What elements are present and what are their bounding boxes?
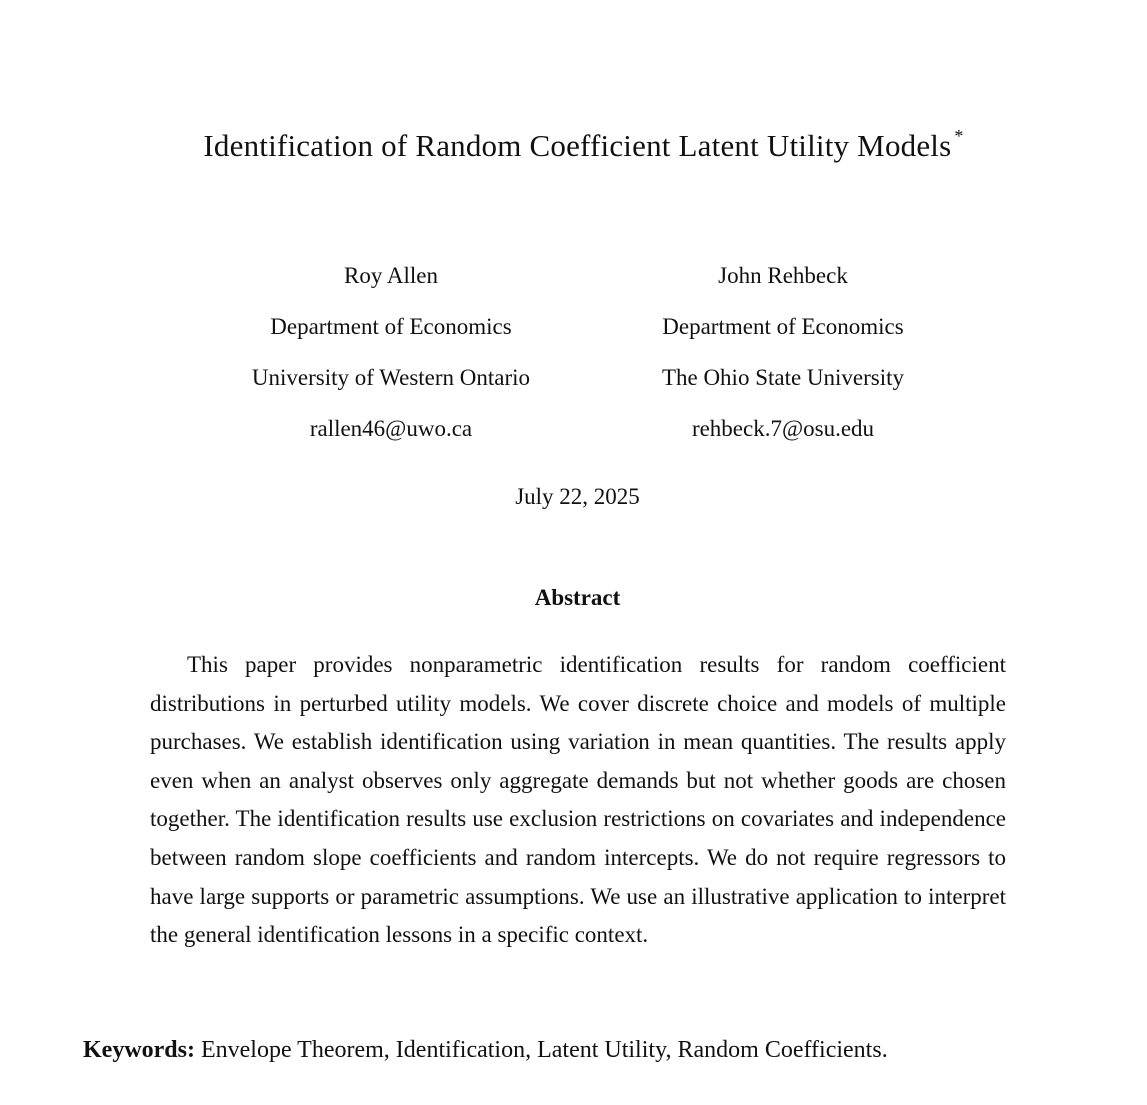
abstract-text: This paper provides nonparametric identification results for random coefficient distributions in perturbed utility models. We cover discrete choice and models of multiple purchases. We establish identification using variation in mean quantities. The results apply even when an analyst observes only aggregate demands but not whether goods are chosen together. The identification results use exclusion restrictions on covariates and independence between random slope coefficients and random intercepts. We do not require regressors to have large supports or parametric assumptions. We use an illustrative application to interpret the general identification lessons in a specific context.	[150, 652, 1006, 948]
author-name: Roy Allen	[344, 263, 438, 288]
author-department: Department of Economics	[270, 314, 512, 339]
author-institution: The Ohio State University	[661, 365, 905, 390]
keywords-list: Envelope Theorem, Identification, Latent Utility, Random Coefficients.	[200, 1037, 888, 1063]
title-footnote-mark: *	[954, 126, 964, 146]
author-email: rehbeck.7@osu.edu	[691, 416, 875, 441]
author-email: rallen46@uwo.ca	[309, 416, 473, 441]
paper-title	[0, 128, 1147, 164]
keywords	[83, 1037, 1123, 1064]
author-institution: University of Western Ontario	[251, 365, 531, 390]
author-name: John Rehbeck	[718, 263, 848, 288]
author-department: Department of Economics	[662, 314, 904, 339]
abstract-heading: Abstract	[534, 585, 621, 610]
author-block-2	[588, 250, 978, 454]
keywords-label: Keywords:	[83, 1037, 195, 1063]
author-block-1	[196, 250, 586, 454]
paper-title-text: Identification of Random Coefficient Latent Utility Models	[203, 128, 952, 163]
paper-date: July 22, 2025	[515, 484, 640, 509]
